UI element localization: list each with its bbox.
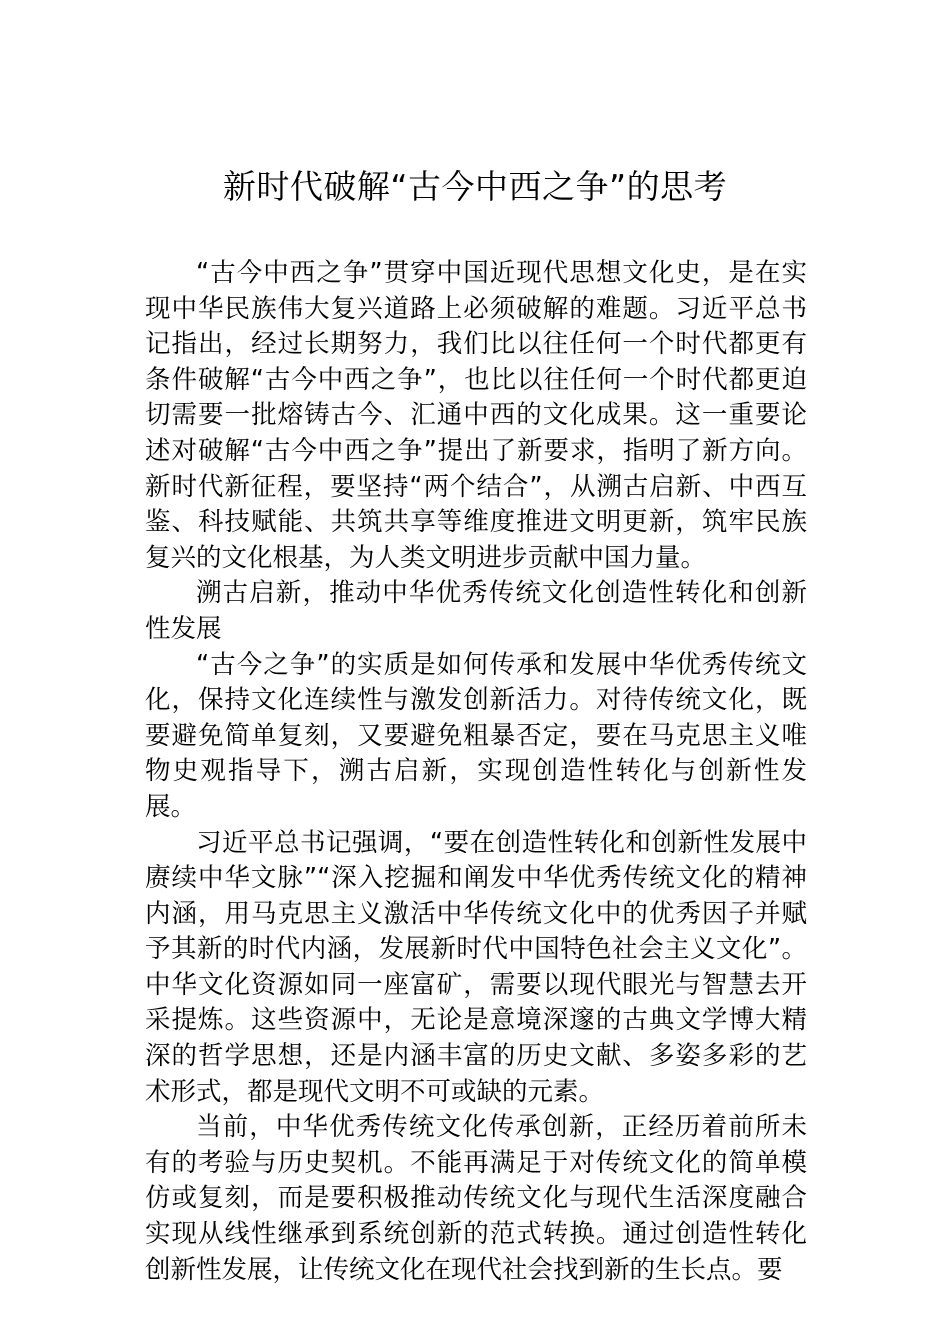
paragraph: “古今之争”的实质是如何传承和发展中华优秀传统文化，保持文化连续性与激发创新活力。对待传统文化，既要避免简单复刻，又要避免粗暴否定，要在马克思主义唯物史观指导下，溯古启新，实现创造性转化与创新性发展。 [145, 649, 807, 822]
document-title: 新时代破解“古今中西之争”的思考 [222, 167, 728, 206]
document-body [145, 256, 807, 1288]
paragraph: 当前，中华优秀传统文化传承创新，正经历着前所未有的考验与历史契机。不能再满足于对传统文化的简单模仿或复刻，而是要积极推动传统文化与现代生活深度融合实现从线性继承到系统创新的范式转换。通过创造性转化创新性发展，让传统文化在现代社会找到新的生长点。要 [145, 1112, 807, 1285]
paragraph: 习近平总书记强调，“要在创造性转化和创新性发展中赓续中华文脉”“深入挖掘和阐发中华优秀传统文化的精神内涵，用马克思主义激活中华传统文化中的优秀因子并赋予其新的时代内涵，发展新时代中国特色社会主义文化”。中华文化资源如同一座富矿，需要以现代眼光与智慧去开采提炼。这些资源中，无论是意境深邃的古典文学博大精深的哲学思想，还是内涵丰富的历史文献、多姿多彩的艺术形式，都是现代文明不可或缺的元素。 [145, 827, 807, 1107]
paragraph-intro: “古今中西之争”贯穿中国近现代思想文化史，是在实现中华民族伟大复兴道路上必须破解的难题。习近平总书记指出，经过长期努力，我们比以往任何一个时代都更有条件破解“古今中西之争”，也比以往任何一个时代都更迫切需要一批熔铸古今、汇通中西的文化成果。这一重要论述对破解“古今中西之争”提出了新要求，指明了新方向。新时代新征程，要坚持“两个结合”，从溯古启新、中西互鉴、科技赋能、共筑共享等维度推进文明更新，筑牢民族复兴的文化根基，为人类文明进步贡献中国力量。 [145, 258, 807, 573]
section-heading: 溯古启新，推动中华优秀传统文化创造性转化和创新性发展 [145, 578, 807, 644]
